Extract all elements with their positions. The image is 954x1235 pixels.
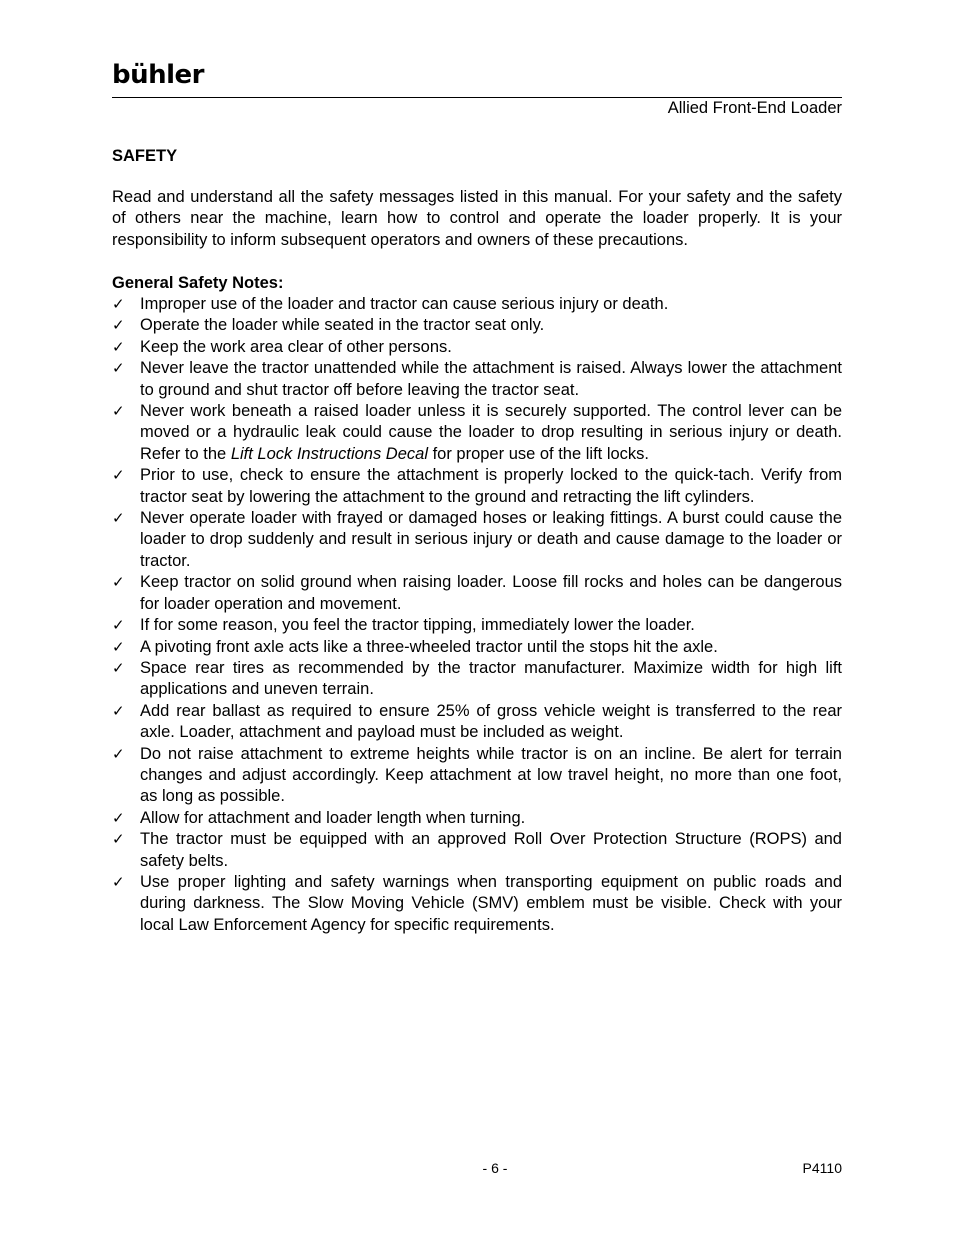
safety-note-text: for proper use of the lift locks.: [427, 444, 650, 463]
safety-notes-list: [112, 294, 842, 936]
safety-note: [112, 358, 842, 401]
safety-note: [112, 829, 842, 872]
safety-note-text: Keep the work area clear of other persons.: [140, 337, 452, 356]
safety-note-text: Do not raise attachment to extreme heights while tractor is on an incline. Be alert for terrain changes and adjust accordingly. Keep attachment at low travel height, no more than one foot, as long as possible.: [140, 744, 842, 806]
safety-note: [112, 637, 842, 658]
checkmark-icon: ✓: [112, 466, 125, 485]
checkmark-icon: ✓: [112, 509, 125, 528]
checkmark-icon: ✓: [112, 744, 125, 763]
safety-note: [112, 872, 842, 936]
safety-note-text: Add rear ballast as required to ensure 25% of gross vehicle weight is transferred to the rear axle. Loader, attachment and payload must be included as weight.: [140, 701, 842, 742]
checkmark-icon: ✓: [112, 616, 125, 635]
safety-note-text: If for some reason, you feel the tractor tipping, immediately lower the loader.: [140, 616, 695, 635]
safety-note: [112, 315, 842, 336]
checkmark-icon: ✓: [112, 359, 125, 378]
safety-note-text: The tractor must be equipped with an approved Roll Over Protection Structure (ROPS) and safety belts.: [140, 830, 842, 870]
safety-note: [112, 337, 842, 358]
safety-note-text: Prior to use, check to ensure the attachment is properly locked to the quick-tach. Verify from tractor seat by lowering the attachment to the ground and retracting the lift cylinders.: [140, 466, 842, 506]
safety-note-text: Use proper lighting and safety warnings when transporting equipment on public roads and during darkness. The Slow Moving Vehicle (SMV) emblem must be visible. Check with your local Law Enforcement Agency for specific requirements.: [140, 872, 842, 934]
document-code: P4110: [802, 1160, 842, 1176]
decal-reference: Lift Lock Instructions Decal: [230, 444, 428, 463]
safety-note-text: Space rear tires as recommended by the tractor manufacturer. Maximize width for high lift applications and uneven terrain.: [140, 658, 842, 699]
safety-note: [112, 572, 842, 615]
checkmark-icon: ✓: [112, 830, 125, 849]
buhler-logo: bühler: [112, 60, 204, 90]
safety-note: [112, 744, 842, 808]
checkmark-icon: ✓: [112, 701, 125, 720]
safety-note: [112, 701, 842, 744]
safety-note-text: Never work beneath a raised loader unless it is securely supported. The control lever can be moved or a hydraulic leak could cause the loader to drop resulting in serious injury or death. Refer to the: [140, 402, 842, 463]
safety-note: [112, 808, 842, 829]
checkmark-icon: ✓: [112, 337, 125, 356]
section-title: SAFETY: [112, 147, 178, 165]
safety-note-text: Allow for attachment and loader length when turning.: [140, 808, 526, 827]
intro-paragraph: Read and understand all the safety messages listed in this manual. For your safety and the safety of others near the machine, learn how to control and operate the loader properly. It is your responsibility to inform subsequent operators and owners of these precautions.: [112, 188, 842, 249]
safety-note: [112, 294, 842, 315]
safety-note-text: Operate the loader while seated in the tractor seat only.: [140, 316, 545, 335]
safety-note-text: Improper use of the loader and tractor can cause serious injury or death.: [140, 295, 669, 314]
checkmark-icon: ✓: [112, 808, 125, 827]
notes-heading: General Safety Notes:: [112, 273, 284, 292]
page-content: [112, 187, 842, 936]
safety-note: [112, 658, 842, 701]
checkmark-icon: ✓: [112, 658, 125, 677]
checkmark-icon: ✓: [112, 316, 125, 335]
safety-note: [112, 508, 842, 572]
safety-note-text: Keep tractor on solid ground when raising loader. Loose fill rocks and holes can be dangerous for loader operation and movement.: [140, 573, 842, 613]
safety-note: [112, 465, 842, 508]
checkmark-icon: ✓: [112, 872, 125, 891]
safety-note: [112, 615, 842, 636]
checkmark-icon: ✓: [112, 573, 125, 592]
document-subtitle: Allied Front-End Loader: [667, 99, 842, 117]
checkmark-icon: ✓: [112, 637, 125, 656]
safety-note-text: Never leave the tractor unattended while the attachment is raised. Always lower the attachment to ground and shut tractor off before leaving the tractor seat.: [140, 359, 842, 399]
checkmark-icon: ✓: [112, 402, 125, 421]
safety-note-text: A pivoting front axle acts like a three-wheeled tractor until the stops hit the axle.: [140, 637, 718, 656]
page-number: - 6 -: [482, 1160, 508, 1176]
safety-note: [112, 401, 842, 465]
safety-note-text: Never operate loader with frayed or damaged hoses or leaking fittings. A burst could cause the loader to drop suddenly and result in serious injury or death and cause damage to the loader or tractor.: [140, 509, 842, 570]
checkmark-icon: ✓: [112, 295, 125, 314]
